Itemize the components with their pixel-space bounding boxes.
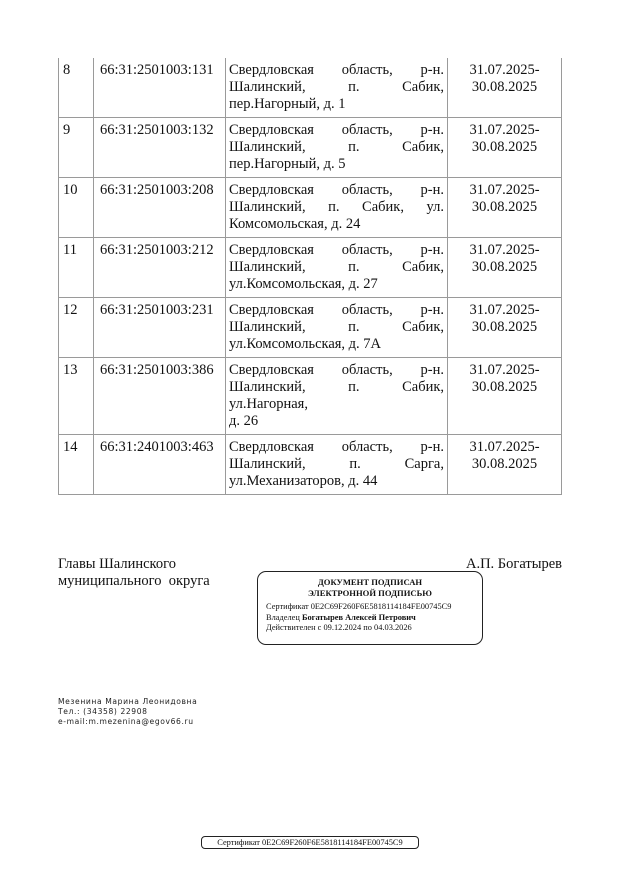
period [448,435,562,495]
signatory-position [58,556,210,590]
address [226,58,448,118]
address-line: Шалинский, п. Сабик, ул.Нагорная, [229,379,444,412]
address-line: ул.Комсомольская, д. 7А [229,336,382,352]
period-end: 30.08.2025 [471,319,538,335]
period [448,358,562,435]
row-number: 11 [59,238,94,298]
address-line: Шалинский, п. Сабик, [229,79,444,95]
table-row [59,118,562,178]
period [448,58,562,118]
table-body [59,58,562,495]
row-number: 8 [59,58,94,118]
address [226,178,448,238]
table-row [59,358,562,435]
period-start: 31.07.2025- [469,242,540,258]
land-plots-table [58,58,562,495]
address [226,238,448,298]
address-line: Свердловская область, р-н. [229,122,444,138]
row-number: 13 [59,358,94,435]
period [448,178,562,238]
period [448,238,562,298]
row-number: 12 [59,298,94,358]
address [226,358,448,435]
address-line: Свердловская область, р-н. [229,62,444,78]
stamp-title-line2: ЭЛЕКТРОННОЙ ПОДПИСЬЮ [308,587,432,598]
period [448,118,562,178]
cadastral-number: 66:31:2501003:386 [94,358,226,435]
signatory-position-line1: Главы Шалинского [58,556,176,572]
address-line: Комсомольская, д. 24 [229,216,361,232]
address-line: Свердловская область, р-н. [229,302,444,318]
signatory-name: А.П. Богатырев [465,556,562,572]
row-number: 14 [59,435,94,495]
period-start: 31.07.2025- [469,439,540,455]
table-row [59,58,562,118]
address-line: Шалинский, п. Сабик, ул. [229,199,444,215]
address-line: пер.Нагорный, д. 1 [229,96,346,112]
address [226,298,448,358]
address-line: Шалинский, п. Сарга, [229,456,444,472]
stamp-certificate: Сертификат 0E2C69F260F6E5818114184FE00745C9 [266,602,452,611]
signatory-position-line2: муниципального округа [58,573,210,589]
address-line: Шалинский, п. Сабик, [229,139,444,155]
stamp-title-line1: ДОКУМЕНТ ПОДПИСАН [317,577,423,587]
cadastral-number: 66:31:2401003:463 [94,435,226,495]
address [226,435,448,495]
period [448,298,562,358]
address-line: ул.Комсомольская, д. 27 [229,276,378,292]
stamp-owner [266,613,474,624]
electronic-signature-stamp [257,571,483,645]
address-line: пер.Нагорный, д. 5 [229,156,346,172]
stamp-owner-label: Владелец [266,612,300,622]
cadastral-number: 66:31:2501003:212 [94,238,226,298]
contact-phone: Тел.: (34358) 22908 [58,707,148,716]
contact-email: e-mail:m.mezenina@egov66.ru [58,717,194,726]
table-row [59,238,562,298]
table-row [59,178,562,238]
period-end: 30.08.2025 [471,79,538,95]
certificate-footer: Сертификат 0E2C69F260F6E5818114184FE00745C9 [201,836,419,849]
address-line: Свердловская область, р-н. [229,182,444,198]
table-row [59,435,562,495]
period-start: 31.07.2025- [469,182,540,198]
address-line: Свердловская область, р-н. [229,242,444,258]
address-line: Шалинский, п. Сабик, [229,259,444,275]
period-end: 30.08.2025 [471,139,538,155]
address-line: ул.Механизаторов, д. 44 [229,473,378,489]
period-start: 31.07.2025- [469,302,540,318]
contact-name: Мезенина Марина Леонидовна [58,697,198,706]
stamp-owner-name: Богатырев Алексей Петрович [301,612,416,622]
period-start: 31.07.2025- [469,62,540,78]
period-end: 30.08.2025 [471,379,538,395]
cadastral-number: 66:31:2501003:208 [94,178,226,238]
address-line: Шалинский, п. Сабик, [229,319,444,335]
table-row [59,298,562,358]
period-end: 30.08.2025 [471,456,538,472]
row-number: 10 [59,178,94,238]
address-line: Свердловская область, р-н. [229,439,444,455]
row-number: 9 [59,118,94,178]
period-start: 31.07.2025- [469,122,540,138]
period-end: 30.08.2025 [471,199,538,215]
cadastral-number: 66:31:2501003:132 [94,118,226,178]
address-line: Свердловская область, р-н. [229,362,444,378]
cadastral-number: 66:31:2501003:231 [94,298,226,358]
contact-block [58,697,197,727]
cadastral-number: 66:31:2501003:131 [94,58,226,118]
period-start: 31.07.2025- [469,362,540,378]
stamp-validity: Действителен с 09.12.2024 по 04.03.2026 [266,623,412,632]
address [226,118,448,178]
address-line: д. 26 [229,413,259,429]
period-end: 30.08.2025 [471,259,538,275]
